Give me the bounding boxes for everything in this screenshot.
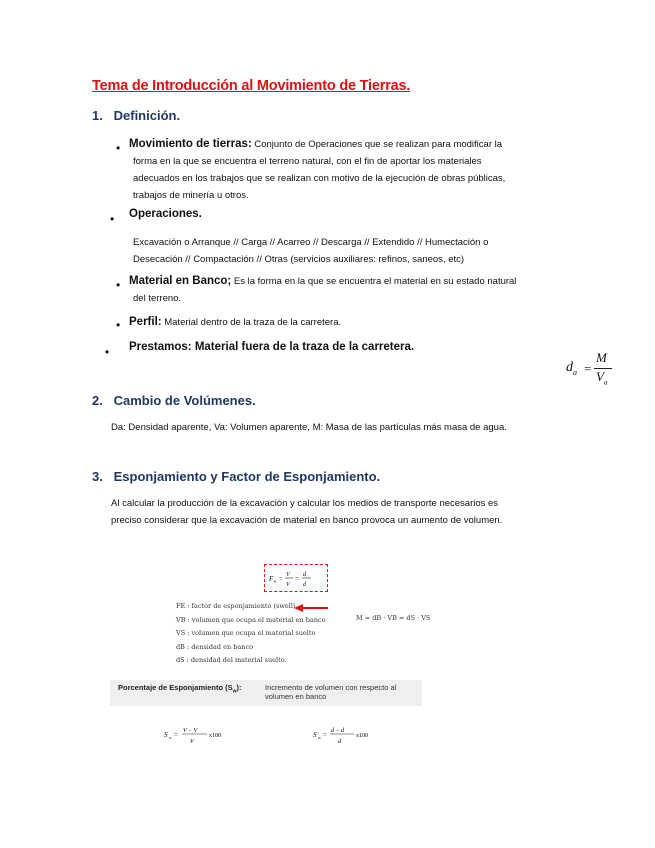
formula-lhs: $d_a$ xyxy=(566,360,577,377)
section-heading-esponjamiento xyxy=(92,469,380,484)
svg-text:V: V xyxy=(190,739,194,745)
definition-term: Perfil: xyxy=(129,316,162,328)
definition-movimiento xyxy=(129,136,569,204)
red-arrow-icon xyxy=(294,603,330,613)
definition-line: Excavación o Arranque // Carga // Acarreo // Descarga // Extendido // Humectación o xyxy=(133,237,489,248)
section-number: 3. xyxy=(92,469,103,484)
definition-line: del terreno. xyxy=(133,293,182,304)
svg-text:x100: x100 xyxy=(209,733,221,739)
definition-line xyxy=(129,273,569,290)
svg-text:S: S xyxy=(164,731,168,739)
svg-text:V − V: V − V xyxy=(183,728,198,734)
definition-perfil xyxy=(129,314,341,331)
legend-item: dS : densidad del material suelto. xyxy=(176,656,287,664)
definition-prestamos: Prestamos: Material fuera de la traza de la carretera. xyxy=(129,341,415,353)
svg-text:=: = xyxy=(295,575,299,583)
definition-line: Desecación // Compactación // Otras (servicios auxiliares: refinos, saneos, etc) xyxy=(133,254,465,265)
paragraph-line: preciso considerar que la excavación de material en banco provoca un aumento de volumen. xyxy=(111,515,503,526)
formula-equals: = xyxy=(584,361,592,376)
legend-item: dB : densidad en banco xyxy=(176,642,254,651)
section-title: Definición. xyxy=(113,108,181,123)
svg-text:S: S xyxy=(313,731,317,739)
svg-text:V: V xyxy=(286,572,290,578)
sw-formula-densities xyxy=(312,722,382,748)
formula-numerator: M xyxy=(596,350,607,365)
document-title: Tema de Introducción al Movimiento de Tierras. xyxy=(92,78,411,94)
description-line: Incremento de volumen con respecto al xyxy=(265,683,397,692)
bullet-dot: • xyxy=(105,345,110,359)
section-number: 1. xyxy=(92,108,103,123)
porcentaje-description xyxy=(265,683,396,701)
formula-density xyxy=(566,351,616,387)
bullet-dot: • xyxy=(110,212,115,226)
definition-term: Movimiento de tierras: xyxy=(129,138,252,150)
section-title: Cambio de Volúmenes. xyxy=(113,393,256,408)
swell-factor-formula xyxy=(264,564,328,592)
section-heading-volumenes xyxy=(92,393,256,408)
legend-item: VB : volumen que ocupa el material en banco xyxy=(176,615,326,624)
svg-text:=: = xyxy=(323,731,327,739)
svg-text:=: = xyxy=(279,575,283,583)
paragraph-line: Al calcular la producción de la excavación y calcular los medios de transporte necesarios es xyxy=(111,498,499,509)
definition-line: forma en la que se encuentra el terreno natural, con el fin de aportar los materiales xyxy=(133,156,482,167)
legend-item: VS : volumen que ocupa el material suelto xyxy=(176,629,316,637)
mass-relation: M = dB · VB = dS · VS xyxy=(356,614,431,622)
svg-text:V: V xyxy=(286,582,290,588)
description-line: volumen en banco xyxy=(265,692,327,701)
definition-term: Material en Banco; xyxy=(129,275,232,287)
svg-text:d: d xyxy=(338,739,341,745)
svg-text:d: d xyxy=(303,572,306,578)
esponjamiento-paragraph xyxy=(111,495,571,529)
svg-text:x100: x100 xyxy=(356,733,368,739)
bullet-dot: • xyxy=(116,278,121,292)
swell-legend xyxy=(176,600,376,668)
definition-text: Material dentro de la traza de la carretera. xyxy=(164,317,342,328)
porcentaje-box xyxy=(110,680,422,706)
definition-line xyxy=(129,136,569,153)
volumes-description: Da: Densidad aparente, Va: Volumen aparente, M: Masa de las partículas más masa de agua. xyxy=(111,422,507,433)
formula-denominator: $V_a$ xyxy=(596,369,608,387)
svg-text:E: E xyxy=(274,579,277,584)
section-heading-definicion xyxy=(92,108,180,123)
definition-line: adecuados en los trabajos que se realizan con motivo de la ejecución de obras públicas, xyxy=(133,173,506,184)
section-number: 2. xyxy=(92,393,103,408)
definition-term-operaciones: Operaciones. xyxy=(129,208,202,220)
definition-text: Conjunto de Operaciones que se realizan para modificar la xyxy=(254,139,503,150)
bullet-dot: • xyxy=(116,318,121,332)
svg-text:d − d: d − d xyxy=(331,728,345,734)
sw-formula-volumes xyxy=(163,722,233,748)
swell-formula-graphic xyxy=(265,565,327,591)
bullet-dot: • xyxy=(116,141,121,155)
definition-line: trabajos de minería u otros. xyxy=(133,190,249,201)
svg-text:=: = xyxy=(174,731,178,739)
definition-operaciones xyxy=(133,234,563,268)
definition-banco xyxy=(129,273,569,307)
svg-text:w: w xyxy=(318,735,321,740)
svg-text:w: w xyxy=(169,735,172,740)
definition-text: Es la forma en la que se encuentra el material en su estado natural xyxy=(233,276,517,287)
svg-text:d: d xyxy=(303,582,306,588)
section-title: Esponjamiento y Factor de Esponjamiento. xyxy=(113,469,381,484)
porcentaje-label: Porcentaje de Esponjamiento $(S_w)$: xyxy=(118,683,242,695)
svg-text:F: F xyxy=(269,575,274,583)
legend-item: FE : factor de esponjamiento (swell) xyxy=(176,602,296,610)
